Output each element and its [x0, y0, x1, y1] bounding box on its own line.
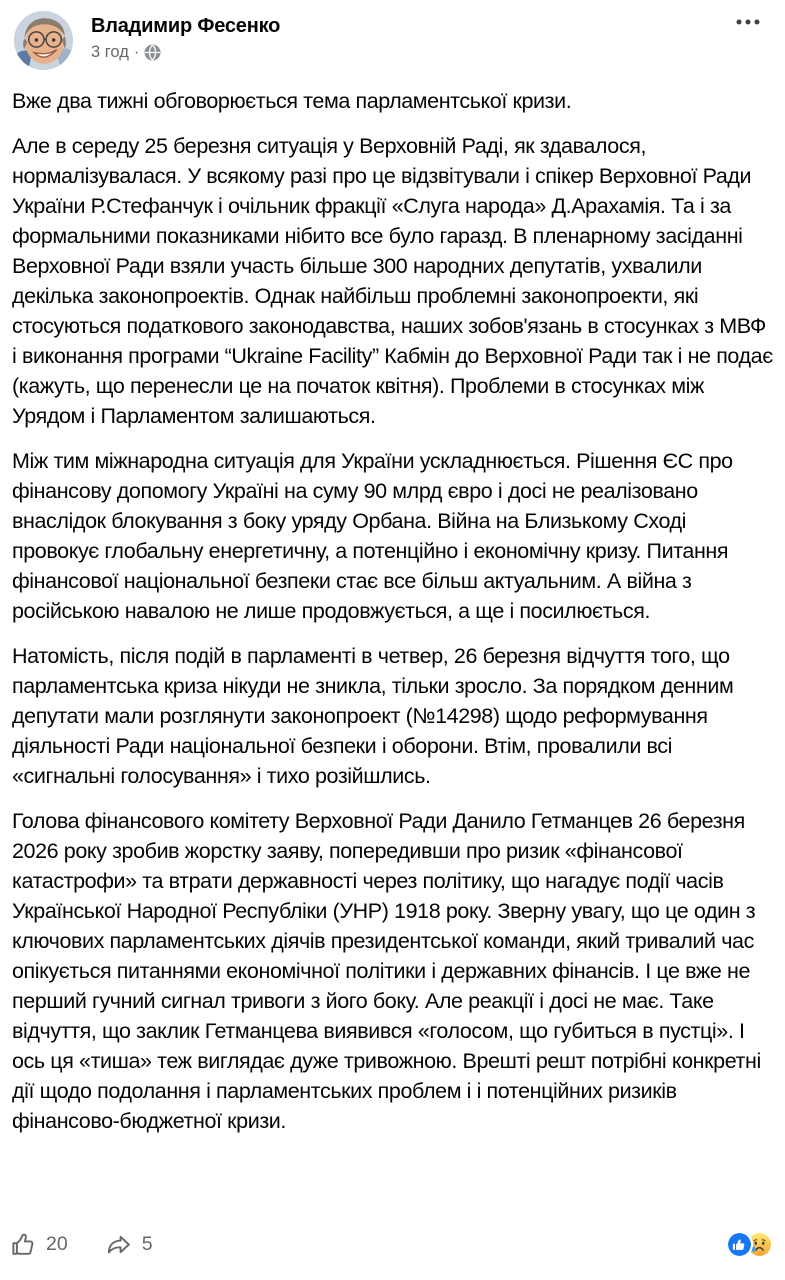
post-header	[0, 0, 785, 70]
share-arrow-icon	[105, 1231, 133, 1258]
meta-separator: ·	[133, 43, 140, 61]
avatar-photo	[14, 11, 73, 70]
post-paragraph: Натомість, після подій в парламенті в четвер, 26 березня відчуття того, що парламентська криза нікуди не зникла, тільки зросло. За порядком денним депутати мали розглянути законопроект (№14298) щодо реформування діяльності Ради національної безпеки і оборони. Втім, провалили всі «сигнальні голосування» і тихо розійшлись.	[12, 644, 734, 788]
post-paragraph: Вже два тижні обговорюється тема парламентської кризи.	[12, 89, 572, 113]
share-count-group[interactable]	[105, 1231, 153, 1258]
avatar[interactable]	[14, 11, 73, 70]
engagement-bar	[0, 1222, 785, 1266]
header-info	[91, 11, 280, 70]
post-meta	[91, 43, 280, 62]
ellipsis-icon	[735, 18, 761, 26]
like-count: 20	[46, 1232, 68, 1255]
post-paragraph: Між тим міжнародна ситуація для України ускладнюється. Рішення ЄС про фінансову допомогу Україні на суму 90 млрд євро і досі не реалізовано внаслідок блокування з боку уряду Орбана. Війна на Близькому Сході провокує глобальну енергетичну, а потенційно і економічну кризу. Питання фінансової національної безпеки стає все більш актуальним. А війна з російською навалою не лише продовжується, а ще і посилюється.	[12, 449, 733, 623]
thumbs-up-icon	[10, 1231, 37, 1258]
post-menu-button[interactable]	[729, 8, 767, 35]
post-paragraph: Але в середу 25 березня ситуація у Верховній Раді, як здавалося, нормалізувалася. У всякому разі про це відзвітували і спікер Верховної Ради України Р.Стефанчук і очільник фракції «Слуга народа» Д.Арахамія. Та і за формальними показниками нібито все було гаразд. В пленарному засіданні Верховної Ради взяли участь більше 300 народних депутатів, ухвалили декілька законопроектів. Однак найбільш проблемні законопроекти, які стосуються податкового законодавства, наших зобов'язань в стосунках з МВФ і виконання програми “Ukraine Facility” Кабмін до Верховної Ради так і не подає (кажуть, що перенесли це на початок квітня). Проблеми в стосунках між Урядом і Парламентом залишаються.	[12, 134, 773, 428]
timestamp[interactable]: 3 год	[91, 43, 129, 61]
share-count: 5	[141, 1232, 153, 1255]
like-count-group[interactable]	[10, 1231, 68, 1258]
reaction-summary[interactable]	[728, 1233, 771, 1256]
sad-reaction-icon	[748, 1233, 771, 1256]
post-paragraph: Голова фінансового комітету Верховної Ради Данило Гетманцев 26 березня 2026 року зробив жорстку заяву, попередивши про ризик «фінансової катастрофи» та втрати державності через політику, що нагадує події часів Української Народної Республіки (УНР) 1918 року. Зверну увагу, що це один з ключових парламентських діячів президентської команди, який тривалий час опікується питаннями економічної політики і державних фінансів. І це вже не перший гучний сигнал тривоги з його боку. Але реакції і досі не має. Таке відчуття, що заклик Гетманцева виявився «голосом, що губиться в пустці». І ось ця «тиша» теж виглядає дуже тривожною. Врешті решт потрібні конкретні дії щодо подолання і парламентських проблем і і потенційних ризиків фінансово-бюджетної кризи.	[12, 809, 761, 1133]
globe-icon	[144, 44, 161, 61]
author-name[interactable]: Владимир Фесенко	[91, 15, 281, 37]
post-body	[0, 86, 785, 1136]
like-reaction-icon	[728, 1233, 751, 1256]
